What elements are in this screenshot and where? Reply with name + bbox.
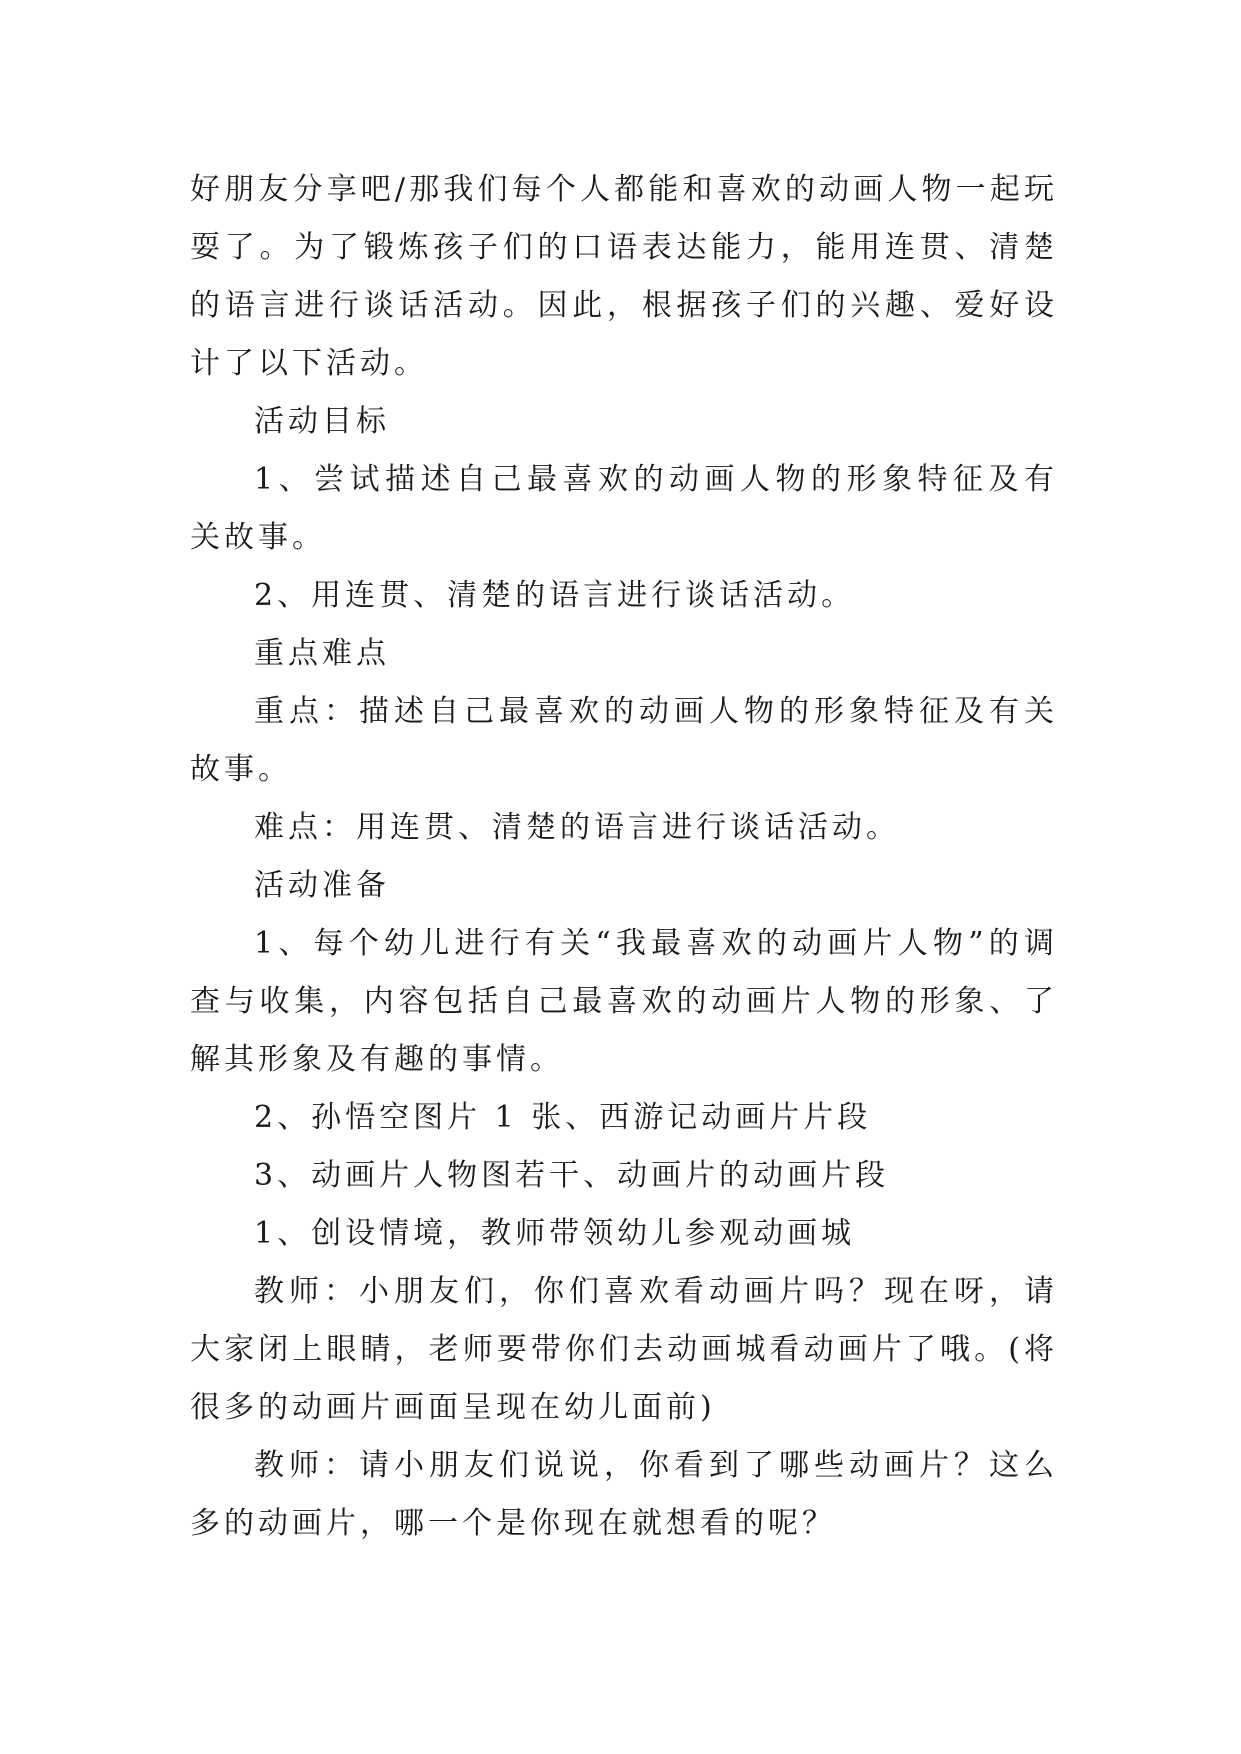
preparation-item-3: 3、动画片人物图若干、动画片的动画片段: [254, 1158, 890, 1193]
heading-key-points: 重点难点: [254, 636, 390, 671]
document-body: [190, 161, 1058, 1553]
paragraph-intro: 好朋友分享吧/那我们每个人都能和喜欢的动画人物一起玩耍了。为了锻炼孩子们的口语表达能力，能用连贯、清楚的语言进行谈话活动。因此，根据孩子们的兴趣、爱好设计了以下活动。: [190, 172, 1058, 381]
heading-preparation: 活动准备: [254, 868, 390, 903]
teacher-dialogue-1: 教师：小朋友们，你们喜欢看动画片吗？现在呀，请大家闭上眼睛，老师要带你们去动画城看动画片了哦。(将很多的动画片画面呈现在幼儿面前): [190, 1274, 1058, 1425]
heading-activity-goals: 活动目标: [254, 404, 390, 439]
preparation-item-1: 1、每个幼儿进行有关“我最喜欢的动画片人物”的调查与收集，内容包括自己最喜欢的动画片人物的形象、了解其形象及有趣的事情。: [190, 926, 1058, 1077]
difficult-point: 难点：用连贯、清楚的语言进行谈话活动。: [254, 810, 900, 845]
goal-item-2: 2、用连贯、清楚的语言进行谈话活动。: [254, 578, 856, 613]
goal-item-1: 1、尝试描述自己最喜欢的动画人物的形象特征及有关故事。: [190, 462, 1058, 555]
key-point: 重点：描述自己最喜欢的动画人物的形象特征及有关故事。: [190, 694, 1058, 787]
process-step-1: 1、创设情境，教师带领幼儿参观动画城: [254, 1216, 856, 1251]
teacher-dialogue-2: 教师：请小朋友们说说，你看到了哪些动画片？这么多的动画片，哪一个是你现在就想看的呢？: [190, 1448, 1058, 1541]
preparation-item-2: 2、孙悟空图片 1 张、西游记动画片片段: [254, 1100, 872, 1135]
